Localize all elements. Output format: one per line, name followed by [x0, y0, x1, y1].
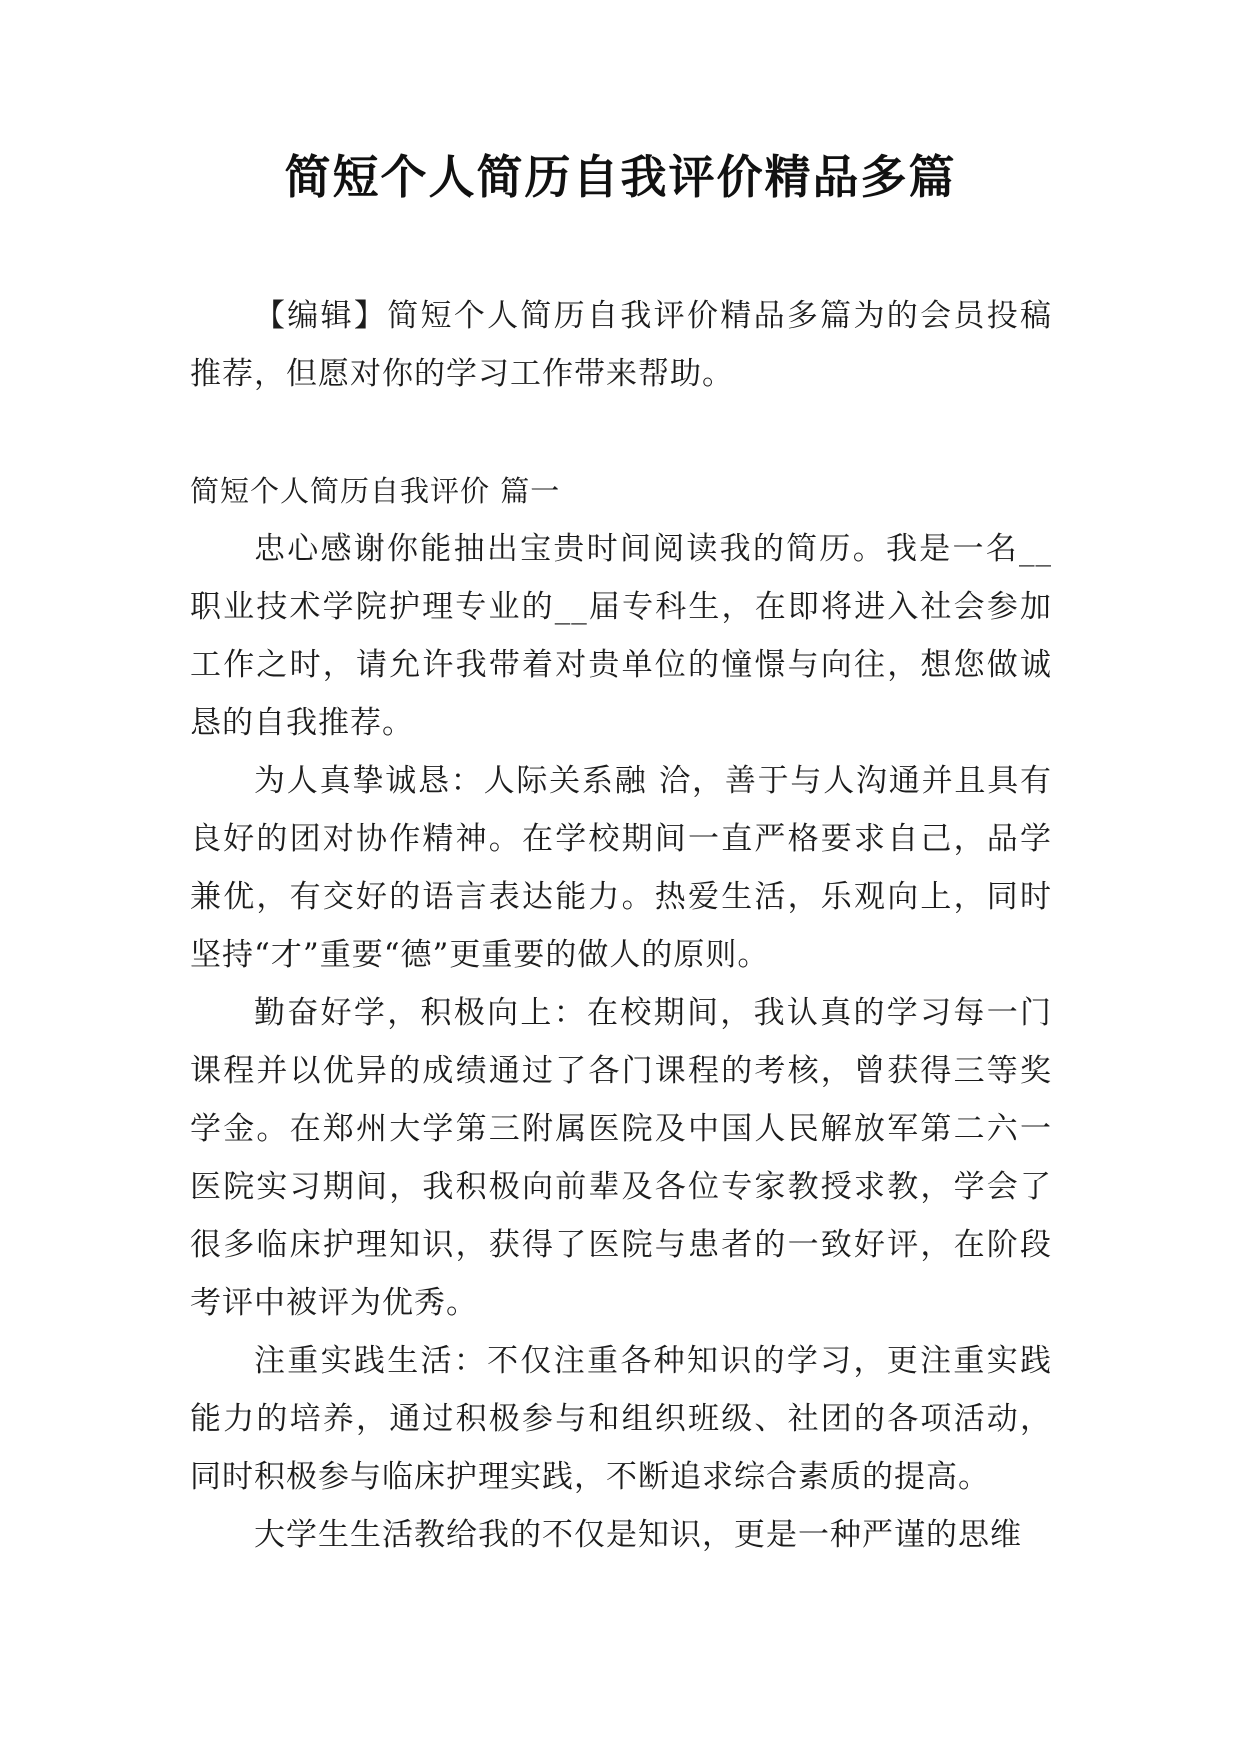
intro-block — [190, 287, 1052, 403]
paragraph-3: 勤奋好学，积极向上：在校期间，我认真的学习每一门课程并以优异的成绩通过了各门课程的考核，曾获得三等奖学金。在郑州大学第三附属医院及中国人民解放军第二六一医院实习期间，我积极向前辈及各位专家教授求教，学会了很多临床护理知识，获得了医院与患者的一致好评，在阶段考评中被评为优秀。 — [190, 995, 1052, 1321]
paragraph-5: 大学生生活教给我的不仅是知识，更是一种严谨的思维 — [254, 1517, 1022, 1553]
content-block — [190, 520, 1052, 1564]
paragraph-1: 忠心感谢你能抽出宝贵时间阅读我的简历。我是一名__职业技术学院护理专业的__届专科生，在即将进入社会参加工作之时，请允许我带着对贵单位的憧憬与向往，想您做诚恳的自我推荐。 — [190, 531, 1052, 741]
section-heading: 简短个人简历自我评价 篇一 — [190, 474, 561, 508]
document-title: 简短个人简历自我评价精品多篇 — [284, 150, 957, 204]
paragraph-4: 注重实践生活：不仅注重各种知识的学习，更注重实践能力的培养，通过积极参与和组织班级、社团的各项活动，同时积极参与临床护理实践，不断追求综合素质的提高。 — [190, 1343, 1052, 1495]
intro-paragraph: 【编辑】简短个人简历自我评价精品多篇为的会员投稿推荐，但愿对你的学习工作带来帮助。 — [190, 298, 1052, 392]
paragraph-2: 为人真挚诚恳：人际关系融 洽，善于与人沟通并且具有良好的团对协作精神。在学校期间一直严格要求自己，品学兼优，有交好的语言表达能力。热爱生活，乐观向上，同时坚持“才”重要“德”更重要的做人的原则。 — [190, 763, 1052, 973]
